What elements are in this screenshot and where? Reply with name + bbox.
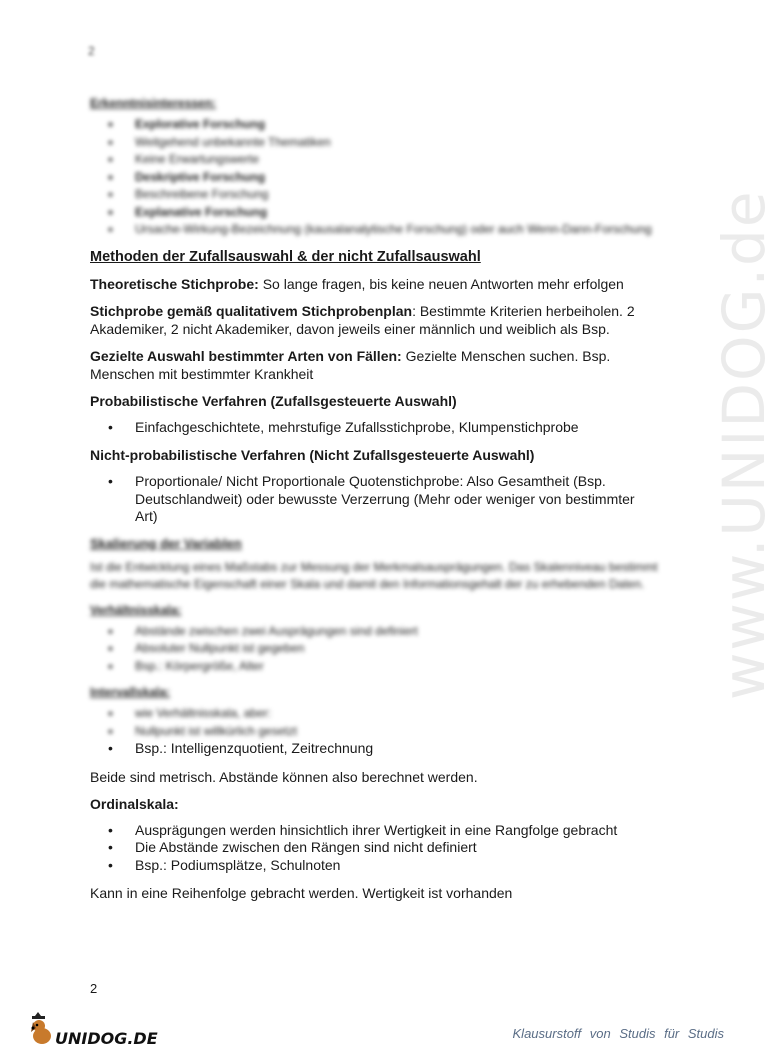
list-item: • Weitgehend unbekannte Thematiken	[135, 134, 660, 152]
unidog-logo	[28, 1010, 168, 1050]
bullet-list	[90, 419, 660, 437]
bullet-list	[90, 623, 660, 676]
heading-nicht-probabilistische-verfahren: Nicht-probabilistische Verfahren (Nicht Zufallsgesteuerte Auswahl)	[90, 447, 535, 463]
term-text: Gezielte Menschen suchen. Bsp. Menschen mit bestimmter Krankheit	[90, 347, 611, 382]
term-label: Gezielte Auswahl bestimmter Arten von Fällen:	[90, 347, 402, 364]
bullet-list	[90, 473, 660, 526]
logo-text: UNIDOG.DE	[55, 1029, 158, 1048]
list-item: • Nullpunkt ist willkürlich gesetzt	[135, 723, 660, 741]
bullet-list	[90, 740, 660, 758]
term-text: : Bestimmte Kriterien herbeiholen. 2 Akademiker, 2 nicht Akademiker, davon jeweils einer männlich und weiblich als Bsp.	[90, 302, 635, 337]
list-item: • Bsp.: Intelligenzquotient, Zeitrechnung	[135, 740, 660, 758]
page-number-bottom: 2	[90, 981, 98, 996]
list-item: • Deskriptive Forschung	[135, 169, 660, 187]
list-item: • Beschreibene Forschung	[135, 186, 660, 204]
list-item: • Keine Erwartungswerte	[135, 151, 660, 169]
dog-icon	[28, 1010, 168, 1050]
paragraph-theoretische-stichprobe	[90, 275, 660, 293]
bullet-list	[90, 116, 660, 239]
blurred-section-skalierung	[90, 536, 660, 741]
list-item: • Absoluter Nullpunkt ist gegeben	[135, 640, 660, 658]
metric-note: Beide sind metrisch. Abstände können also berechnet werden.	[90, 768, 478, 785]
subheading-verhaeltnisskala: Verhältnisskala:	[90, 602, 182, 617]
list-item: • Die Abstände zwischen den Rängen sind nicht definiert	[135, 839, 660, 857]
paragraph-stichprobenplan	[90, 302, 660, 338]
watermark: www.UNIDOG.de	[710, 189, 778, 700]
heading-ordinalskala: Ordinalskala:	[90, 795, 179, 812]
list-item: • Abstände zwischen zwei Ausprägungen sind definiert	[135, 623, 660, 641]
footer-tagline: Klausurstoff von Studis für Studis	[512, 1026, 724, 1041]
term-text: So lange fragen, bis keine neuen Antworten mehr erfolgen	[258, 275, 624, 292]
term-label: Stichprobe gemäß qualitativem Stichprobenplan	[90, 302, 413, 319]
page-number-top: 2	[88, 44, 95, 58]
list-item: • Proportionale/ Nicht Proportionale Quotenstichprobe: Also Gesamtheit (Bsp. Deutschlandweit) oder bewusste Verzerrung (Mehr oder weniger von bestimmter Art)	[135, 473, 660, 526]
list-item: • Bsp.: Podiumsplätze, Schulnoten	[135, 857, 660, 875]
list-item: • Bsp.: Körpergröße, Alter	[135, 658, 660, 676]
section-heading: Skalierung der Variablen	[90, 535, 242, 551]
term-label: Theoretische Stichprobe:	[90, 275, 259, 292]
bullet-list	[90, 705, 660, 740]
paragraph: Ist die Entwicklung eines Maßstabs zur Messung der Merkmalsausprägungen. Das Skalenniveau bestimmt die mathematische Eigenschaft einer Skala und damit den Informationsgehalt der zu erhebenden Daten.	[90, 559, 658, 591]
main-heading: Methoden der Zufallsauswahl & der nicht Zufallsauswahl	[90, 248, 481, 265]
paragraph-gezielte-auswahl	[90, 347, 660, 383]
list-item: • Explanative Forschung	[135, 204, 660, 222]
list-item: • wie Verhältnisskala, aber:	[135, 705, 660, 723]
blurred-section-erkenntnis	[90, 96, 660, 239]
subheading-intervallskala: Intervallskala:	[90, 685, 171, 699]
list-item: • Einfachgeschichtete, mehrstufige Zufallsstichprobe, Klumpenstichprobe	[135, 419, 660, 437]
list-item: • Explorative Forschung	[135, 116, 660, 134]
bullet-list	[90, 822, 660, 875]
section-heading: Erkenntnisinteressen:	[90, 96, 217, 110]
list-item: • Ursache-Wirkung-Bezeichnung (kausalanalytische Forschung) oder auch Wenn-Dann-Forschung	[135, 221, 660, 239]
ordinal-note: Kann in eine Reihenfolge gebracht werden. Wertigkeit ist vorhanden	[90, 885, 513, 901]
list-item: • Ausprägungen werden hinsichtlich ihrer Wertigkeit in eine Rangfolge gebracht	[135, 822, 660, 840]
document-body	[90, 88, 660, 911]
heading-probabilistische-verfahren: Probabilistische Verfahren (Zufallsgesteuerte Auswahl)	[90, 392, 457, 409]
